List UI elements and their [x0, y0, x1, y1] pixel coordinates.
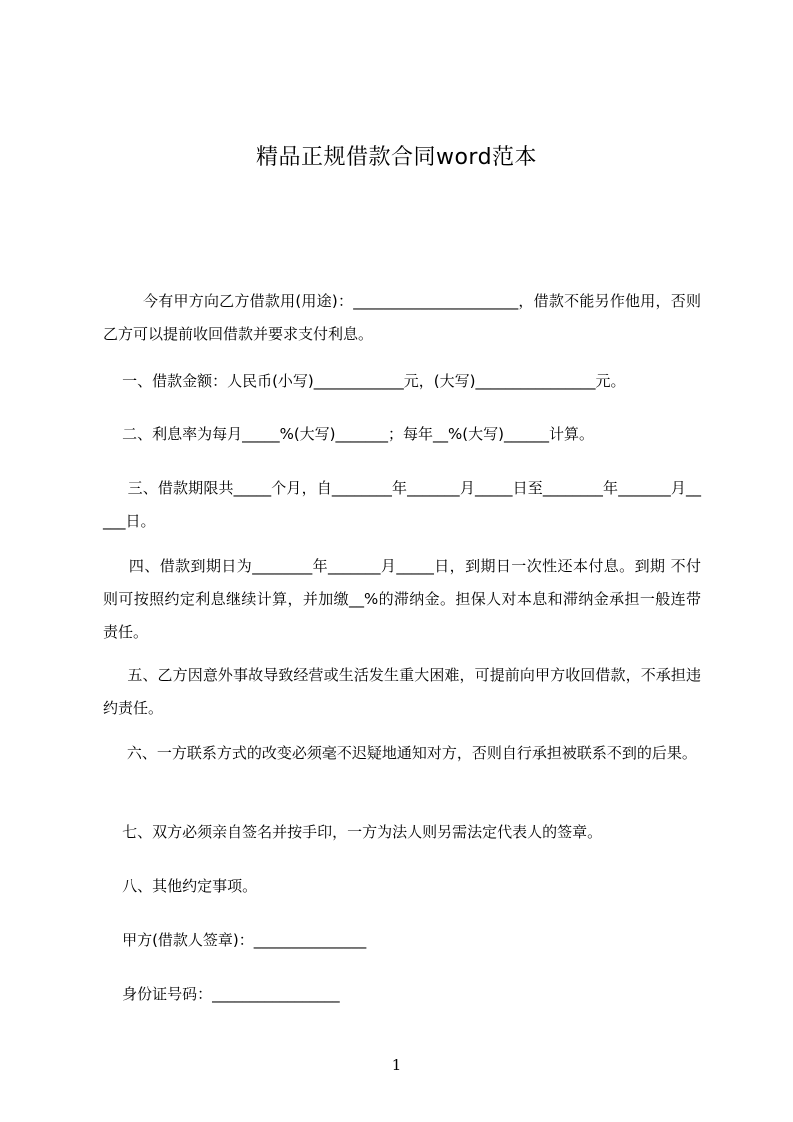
clause-due-date: 四、借款到期日为________年_______月_____日，到期日一次性还本付息。到期 不付则可按照约定利息继续计算，并加缴__%的滞纳金。担保人对本息和滞纳金承担一般连带责任。 — [103, 557, 701, 641]
page-number: 1 — [391, 1056, 402, 1074]
clause-early-recall: 五、乙方因意外事故导致经营或生活发生重大困难，可提前向甲方收回借款，不承担违约责任。 — [103, 666, 701, 717]
clause-contact-change: 六、一方联系方式的改变必须毫不迟疑地通知对方，否则自行承担被联系不到的后果。 — [103, 744, 697, 762]
clause-loan-term: 三、借款期限共_____个月，自________年_______月_____日至________年_______月_____日。 — [103, 479, 701, 530]
clause-other-matters: 八、其他约定事项。 — [103, 877, 258, 895]
borrower-signature-line: 甲方(借款人签章)：_______________ — [103, 931, 367, 949]
paragraph-intro: 今有甲方向乙方借款用(用途)：______________________，借款不能另作他用，否则乙方可以提前收回借款并要求支付利息。 — [103, 292, 701, 343]
clause-interest-rate: 二、利息率为每月_____%(大写)_______；每年__%(大写)______计算。 — [103, 425, 594, 443]
clause-signatures: 七、双方必须亲自签名并按手印，一方为法人则另需法定代表人的签章。 — [103, 823, 603, 841]
document-title: 精品正规借款合同word范本 — [255, 145, 538, 170]
id-number-line: 身份证号码：_________________ — [103, 985, 340, 1003]
clause-loan-amount: 一、借款金额：人民币(小写)____________元，(大写)________________元。 — [103, 372, 626, 390]
